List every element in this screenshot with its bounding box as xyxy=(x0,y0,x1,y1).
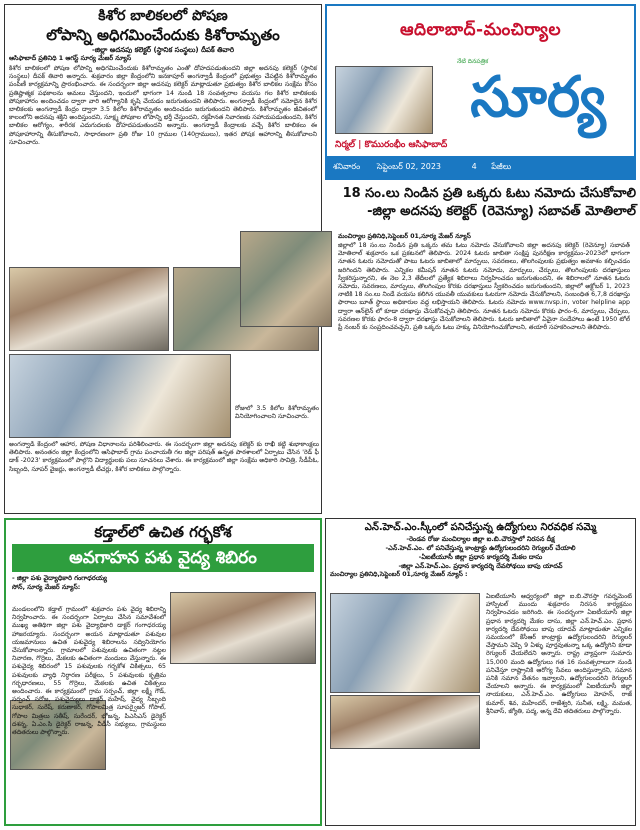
story-photo xyxy=(330,593,480,693)
story-headline-line2: అవగాహన పశు వైద్య శిబిరం xyxy=(69,548,257,568)
story-headline: 18 సం.లు నిండిన ప్రతి ఒక్కరు ఓటు నమోదు చేసుకోవాలి xyxy=(342,186,636,201)
story-headline: ఎన్.హెచ్.ఎం.స్కీంలో పనిచేస్తున్న ఉద్యోగులు నిరవధిక సమ్మె xyxy=(364,522,597,533)
masthead-image xyxy=(335,66,433,134)
photo-caption: రోజులో 3.5 కిలోల కిశోరామృతం వినియోగించాలని సూచించారు. xyxy=(235,405,319,421)
story-photo xyxy=(170,592,316,664)
page-number: 4 xyxy=(471,162,477,171)
story-subhead: -ఏఐటీయూసీ జిల్లా ప్రధాన కార్యదర్శి మేకల దాసు xyxy=(418,553,543,561)
story-subhead: -జిల్లా అదనపు కలెక్టర్ (రెవెన్యూ) సబావత్ మోతిలాల్ xyxy=(367,204,636,219)
story-voter-registration xyxy=(230,185,636,515)
story-headline-line1: కడ్తాల్‌లో ఉచిత గర్భకోశ xyxy=(94,523,232,541)
masthead-tagline: నిర్మల్ | కొమురంభీం ఆసిఫాబాద్ xyxy=(335,140,448,150)
official-portrait xyxy=(240,231,332,327)
story-dateline: మంచిర్యాల ప్రతినిధి,సెప్టెంబర్ 01,సూర్య మేజర్ న్యూస్ : xyxy=(330,571,468,578)
masthead xyxy=(325,4,636,180)
pages-label: పేజీలు xyxy=(491,162,512,171)
masthead-dateline-bar xyxy=(327,156,634,178)
story-photo xyxy=(9,354,231,438)
paper-logo: సూర్య xyxy=(470,65,606,130)
story-headline-banner xyxy=(12,544,314,572)
story-dateline: ఆసిఫాబాద్ ప్రతినిధి 1 ఆగస్ట్ సూర్య మేజర్ న్యూస్ xyxy=(9,55,132,62)
story-subhead: -ఎన్.హెచ్.ఎం. లో పనిచేస్తున్న కాంట్రాక్టు ఉద్యోగులందరిని రెగ్యులర్ చేయాలి xyxy=(385,544,576,552)
story-photo xyxy=(9,267,169,351)
story-photo xyxy=(330,695,480,749)
date: సెప్టెంబర్ 02, 2023 xyxy=(376,162,442,171)
story-headline-line1: కిశోర బాలికలలో పోషణ xyxy=(98,8,228,24)
story-body: కిశోర బాలికలలో పోషణ లోపాన్ని అధిగమించేందుకు కిశోరామృతం ఎంతో దోహదపడుతుందని జిల్లా అదనపు కలెక్టర్ (స్థానిక సంస్థలు) దీపక్ తివారి అన్నారు. శుక్రవారం జిల్లా కేంద్రంలోని జనకాపూర్ అంగన్వాడీ కేంద్రంలో ప్రభుత్వం చేపట్టిన కిశోరామృతం పంపిణీ కార్యక్రమాన్ని ప్రారంభించారు. ఈ సందర్భంగా జిల్లా అదనపు కలెక్టర్ మాట్లాడుతూ ప్రభుత్వం కిశోర బాలికల సంక్షేమ కోసం ప్రతిష్టాత్మక పథకాలను అమలు చేస్తుందని, ఇందులో భాగంగా 14 నుండి 18 సంవత్సరాల వయసు గల కిశోర బాలికలకు పోషకాహారం అందించడం ద్వారా వారి ఆరోగ్యానికి కృషి చేయడం జరుగుతుందని తెలిపారు. అంగన్వాడీ కేంద్రంలో నమోదైన కిశోర బాలికలకు అంగన్వాడీ కేంద్రం ద్వారా 3.5 కిలోల కిశోరామృతం అందించడం జరుగుతుందని తెలిపారు. కిశోరామృతం జీవితంలో కాలంలోని అదనపు శక్తిని అందిస్తుందని, సూక్ష్మ పోషకాల లోపాన్ని భర్తీ చేస్తుందని, రక్తహీనత నివారణకు సహాయపడుతుందని, కిశోర బాలికల ఆరోగ్యం, శారీరక ఎదుగుదలకు దోహదపడుతుందని అన్నారు. అంగన్వాడీ కేంద్రాలకు వచ్చే కిశోర బాలికలు ఈ పోషకాహారాన్ని తీసుకోవాలని, సాధారణంగా ప్రతి రోజు 10 గ్రాముల (140గ్రాములు), ఇతర పోషక ఆహారాన్ని తీసుకోవాలని సూచించారు. xyxy=(9,65,317,146)
story-headline-line2: లోపాన్ని అధిగమించేందుకు కిశోరామృతం xyxy=(46,26,280,44)
story-subhead: -జిల్లా అదనపు కలెక్టర్ (స్థానిక సంస్థలు) దీపక్ తివారి xyxy=(91,46,235,54)
story-body-continued: అంగన్వాడీ కేంద్రంలో ఆహార, పోషణ విధానాలను పరిశీలించారు. ఈ సందర్భంగా జిల్లా అదనపు కలెక్టర్ కు రాఖీ కట్టి శుభాకాంక్షలు తెలిపారు. అనంతరం జిల్లా కేంద్రంలోని ఆసిఫాబాద్ గ్రామ పంచాయతీ గల జిల్లా పరిషత్ ఉన్నత పాఠశాలలో ఏర్పాటు చేసిన 'రెడ్ ఫీ డాక్ -2023' కార్యక్రమంలో పాల్గొని విద్యార్థులకు పలు సూచనలు చేశారు. ఈ కార్యక్రమంలో జిల్లా సంక్షేమ అధికారి సావిత్రి, సీడీపీఓ, సిబ్బంది, సూపర్ వైజర్లు, అంగన్వాడీ టీచర్లు, కిశోర బాలికలు పాల్గొన్నారు. xyxy=(9,441,319,473)
story-body: మండలంలోని కడ్తాల్ గ్రామంలో శుక్రవారం పశు వైద్య శిబిరాన్ని నిర్వహించారు. ఈ సందర్భంగా ఏర్పాటు చేసిన సమావేశంలో ముఖ్య అతిథిగా జిల్లా పశు వైద్యాధికారి డాక్టర్ గంగాధరయ్య హాజరయ్యారు. సందర్భంగా అయన మాట్లాడుతూ పశువుల యజమానులు ఉచిత పశువైద్య శిబిరాలను సద్వినియోగం చేసుకోవాలన్నారు. గ్రామాలలో పశువులకు ఉచితంగా నట్టల నివారణ, గొర్రెలు, మేకలకు ఉచితంగా మందులు వేస్తున్నారు. ఈ పశువైద్య శిబిరంలో 15 పశువులకు గర్భకోశ చికిత్సలు, 65 పశువులకు వ్యాధి నిర్ధారణ పరీక్షలు, 5 పశువులకు కృత్రిమ గర్భధారణలు, 55 గొర్రెలు, మేకలకు ఉచిత చికిత్సలు అందించారు. ఈ కార్యక్రమంలో గ్రామ సర్పంచ్, జిల్లా లక్ష్మీ గౌడ్, సర్పంచ్ సరోజ, పశువైద్యులు డాక్టర్ మహేష్, వైద్య సిబ్బంది సుధాకర్, సురేష్, కరుణాకర్, గోపాలమిత్ర సూపర్వైజర్ గోపాల్, గోపాల మిత్రలు సతీష్, సురేందర్, భోజన్న, పిఎసిఎస్ డైరెక్టర్ దశన్న, ఏ.ఎం.సి డైరెక్టర్ రాజన్న, వీడీసీ సభ్యులు, గ్రామస్థులు తదితరులు పాల్గొన్నారు. xyxy=(12,606,166,737)
edition-name: ఆదిలాబాద్-మంచిర్యాల xyxy=(399,20,562,40)
story-subhead: -జిల్లా ఎన్.హెచ్.ఎం. ప్రధాన కార్యదర్శి దేవసోథయి బాపు యాదవ్ xyxy=(398,562,563,570)
story-body: ఏఐటీయూసీ ఆధ్వర్యంలో జిల్లా ఐ.బి.చౌరస్తా గవర్నమెంట్ హాస్పిటల్ ముందు శుక్రవారం నిరసన కార్యక్రమం నిర్వహించడం జరిగింది. ఈ సందర్భంగా ఏఐటీయూసీ జిల్లా ప్రధాన కార్యదర్శి మేకల దాసు, జిల్లా ఎన్.హెచ్.ఎం. ప్రధాన కార్యదర్శి దేవసోథయి బాపు యాదవ్ మాట్లాడుతూ ఎన్నికల సమయంలో కేసీఆర్ కాంట్రాక్టు ఉద్యోగులందరిని రెగ్యులర్ చేస్తామని చెప్పి 9 ఏళ్ళు పూర్తవుతున్నా ఒక్క ఉద్యోగిని కూడా రెగ్యులర్ చేయలేదని అన్నారు. రాష్ట్ర వ్యాప్తంగా సుమారు 15,000 మంది ఉద్యోగులు గత 16 సంవత్సరాలుగా నుండి పనిచేస్తూ రాష్ట్రానికి ఆరోగ్య సేవలు అందిస్తున్నారని, సమాన పనికి సమాన వేతనం ఇవ్వాలని, ఉద్యోగులందరిని రెగ్యులర్ చేయాలని అన్నారు. ఈ కార్యక్రమంలో ఏఐటీయూసీ జిల్లా నాయకులు, ఎన్.హెచ్.ఎం. ఉద్యోగులు మోహన్, రాజ్ కుమార్, శివ, మహేందర్, రాజేశ్వరి, సునీత, లక్ష్మి, మమత, శ్రీనివాస్, జ్యోతి, పద్మ, అన్న దేవి తదితరులు పాల్గొన్నారు. xyxy=(486,593,632,715)
story-subhead: - జిల్లా పశు వైద్యాధికారి గంగాధరయ్య xyxy=(12,574,107,582)
day: శనివారం xyxy=(333,162,361,171)
story-vet-camp xyxy=(4,518,322,826)
story-body: జిల్లాలో 18 సం.లు నిండిన ప్రతి ఒక్కరు తమ ఓటు నమోదు చేసుకోవాలని జిల్లా అదనపు కలెక్టర్ (రెవెన్యూ) సబావత్ మోతిలాల్ శుక్రవారం ఒక ప్రకటనలో తెలిపారు. 2024 ఓటరు జాబితా సంక్షిప్త పునరీక్షణ కార్యక్రమం-2023లో భాగంగా నూతన ఓటరు నమోదుతో పాటు ఓటరు జాబితాలో మార్పులు, సవరణలు, తొలగింపులకు ప్రభుత్వం అవకాశం కల్పించడం జరిగిందని తెలిపారు. ఎన్నికల కమీషన్ నూతన ఓటరు నమోదు, మార్పులు, చేర్పులు, తొలగింపులకు దరఖాస్తులు స్వీకరిస్తున్నారని, ఈ నెల 2,3 తేదీలలో ప్రత్యేక శిబిరాలు నిర్వహించడం జరుగుతుందని, ఈ శిబిరాలలో నూతన ఓటరు నమోదు, సవరణలు, మార్పులు, తొలగింపుల కొరకు దరఖాస్తులు స్వీకరించడం జరుగుతుందని, జిల్లాలో అక్టోబర్ 1, 2023 నాటికి 18 సం.లు నిండే వయసు కలిగిన యువతీ యువకులు ఓటరుగా నమోదు చేసుకోవాలని, సంబంధిత 6,7,8 దరఖాస్తు ఫారాలు బూత్ స్థాయి అధికారుల వద్ద లభిస్తాయని తెలిపారు. ఓటరు నమోదు www.nvsp.in, voter helpline app ద్వారా ఆన్‌లైన్ లో కూడా దరఖాస్తు చేసుకోవచ్చని తెలిపారు. నూతన ఓటరు నమోదు కొరకు ఫారం-6, మార్పులు, చేర్పులు, సవరణల కొరకు ఫారం-8 ద్వారా దరఖాస్తు చేసుకోవాలని తెలిపారు. ఓటరు జాబితాలో ఏవైనా సందేహాలు ఉంటే 1950 టోల్ ఫ్రీ నంబర్ కు సంప్రదించవచ్చని, ప్రతి ఒక్కరు ఓటు హక్కు వినియోగించుకోవాలని, తయారీ సహకరించాలని తెలిపారు. xyxy=(338,242,630,332)
story-nhm-strike xyxy=(325,518,636,826)
story-dateline: మంచిర్యాల ప్రతినిధి,సెప్టెంబర్ 01,సూర్య మేజర్ న్యూస్ xyxy=(338,233,471,240)
story-subhead: -రెండవ రోజు మంచిర్యాల జిల్లా ఐ.బి.చౌరస్తాలో నిరసన దీక్ష xyxy=(406,535,555,543)
logo-tagline: నేటి దినపత్రిక xyxy=(457,58,489,65)
story-dateline: సోన్, సూర్య మేజర్ న్యూస్: xyxy=(12,584,81,591)
